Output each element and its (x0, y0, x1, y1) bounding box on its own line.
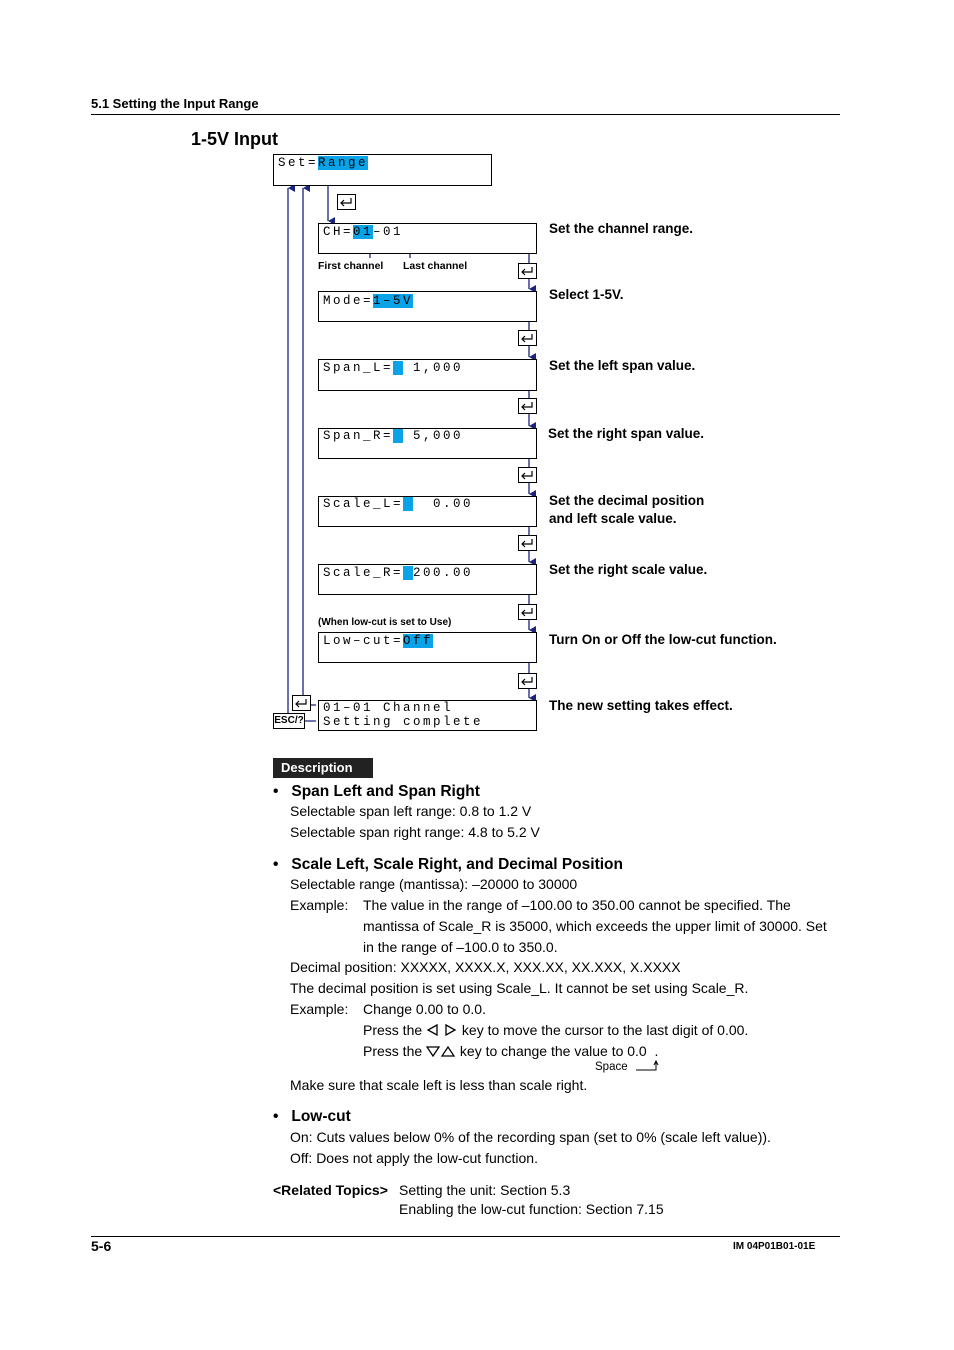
lcd-span-left: Span_L= 1,000 (318, 359, 537, 391)
lcd-setting-complete: 01–01 Channel Setting complete (318, 700, 537, 731)
space-label: Space (595, 1061, 628, 1073)
related-topic-unit[interactable]: Setting the unit: Section 5.3 (399, 1182, 571, 1198)
enter-key-icon (518, 263, 537, 279)
lcd-scale-right: Scale_R= 200.00 (318, 564, 537, 595)
span-section-title: • Span Left and Span Right (273, 783, 480, 800)
enter-key-icon (518, 535, 537, 551)
lowcut-off: Off: Does not apply the low-cut function. (290, 1150, 538, 1166)
first-channel-label: First channel (318, 260, 384, 272)
example1-line2: mantissa of Scale_R is 35000, which exceeds the upper limit of 30000. Set (363, 918, 827, 934)
example2-line1: Change 0.00 to 0.0. (363, 1001, 486, 1017)
page-number: 5-6 (91, 1238, 112, 1254)
enter-key-icon (337, 194, 356, 210)
scale-compare-note: Make sure that scale left is less than scale right. (290, 1077, 588, 1093)
enter-key-icon (518, 673, 537, 689)
last-channel-label: Last channel (403, 260, 468, 272)
example1-line1: The value in the range of –100.00 to 350.00 cannot be specified. The (363, 897, 791, 913)
lowcut-on: On: Cuts values below 0% of the recording span (set to 0% (scale left value)). (290, 1129, 771, 1145)
lowcut-condition-note: (When low-cut is set to Use) (318, 617, 452, 628)
desc-channel: Set the channel range. (549, 221, 694, 236)
example2-press2: Press the key to change the value to 0.0 . (363, 1043, 659, 1059)
scale-section-title: • Scale Left, Scale Right, and Decimal Position (273, 856, 623, 873)
desc-span-left: Set the left span value. (549, 358, 696, 373)
desc-mode: Select 1-5V. (549, 287, 624, 302)
lowcut-section-title: • Low-cut (273, 1108, 351, 1125)
desc-scale-left-2: and left scale value. (549, 511, 677, 526)
enter-key-icon (518, 330, 537, 346)
example2-press1: Press the key to move the cursor to the last digit of 0.00. (363, 1022, 749, 1038)
desc-complete: The new setting takes effect. (549, 698, 733, 713)
example1-line3: in the range of –100.0 to 350.0. (363, 939, 558, 955)
desc-scale-left-1: Set the decimal position (549, 493, 705, 508)
section-header: 5.1 Setting the Input Range (91, 96, 259, 111)
desc-span-right: Set the right span value. (548, 426, 705, 441)
enter-key-icon (518, 467, 537, 483)
related-topic-lowcut[interactable]: Enabling the low-cut function: Section 7.15 (399, 1201, 664, 1217)
description-badge: Description (273, 758, 373, 778)
scale-range: Selectable range (mantissa): –20000 to 30000 (290, 876, 578, 892)
enter-key-icon (518, 398, 537, 414)
example-label: Example: (290, 1001, 349, 1017)
left-right-arrow-keys-icon (426, 1024, 458, 1036)
span-left-range: Selectable span left range: 0.8 to 1.2 V (290, 803, 532, 819)
span-right-range: Selectable span right range: 4.8 to 5.2 V (290, 824, 540, 840)
desc-lowcut: Turn On or Off the low-cut function. (549, 632, 777, 647)
document-id: IM 04P01B01-01E (733, 1241, 816, 1252)
lcd-span-right: Span_R= 5,000 (318, 428, 537, 459)
enter-key-icon (518, 604, 537, 620)
decimal-note: The decimal position is set using Scale_L. It cannot be set using Scale_R. (290, 980, 749, 996)
page-title: 1-5V Input (191, 129, 279, 149)
lcd-scale-left: Scale_L= 0.00 (318, 496, 537, 527)
enter-key-icon (292, 695, 311, 711)
footer-rule (91, 1236, 840, 1237)
down-up-arrow-keys-icon (426, 1045, 456, 1057)
esc-key-icon: ESC/? (273, 713, 305, 729)
lcd-set-range: Set=Range (273, 154, 492, 186)
space-arrow-icon (634, 1059, 660, 1073)
lcd-mode: Mode=1–5V (318, 291, 537, 322)
decimal-position: Decimal position: XXXXX, XXXX.X, XXX.XX, XX.XXX, X.XXXX (290, 959, 681, 975)
example-label: Example: (290, 897, 349, 913)
related-topics-label: <Related Topics> (273, 1182, 388, 1198)
desc-scale-right: Set the right scale value. (549, 562, 708, 577)
lcd-channel: CH=01–01 (318, 223, 537, 254)
lcd-lowcut: Low–cut=Off (318, 632, 537, 663)
